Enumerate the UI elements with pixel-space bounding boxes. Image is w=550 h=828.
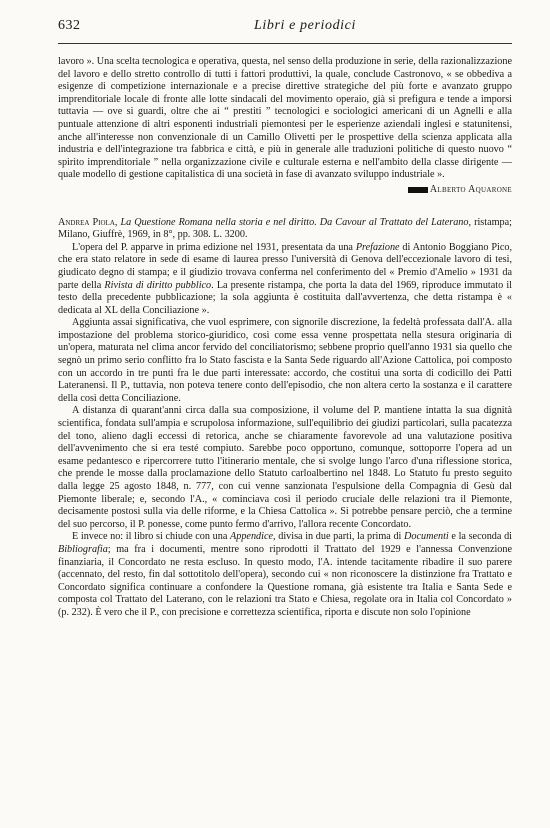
- header-rule: [58, 43, 512, 44]
- reviewer-signature: [58, 184, 512, 197]
- section-spacer: [58, 197, 512, 217]
- running-head: Libri e periodici: [254, 18, 356, 33]
- text-run: e la seconda di: [448, 531, 512, 543]
- book-author: Andrea Piola: [58, 216, 115, 228]
- text-run: Appendice: [230, 531, 274, 543]
- book-publication: , ristampa; Milano, Giuffrè, 1969, in 8°, pp. 308. L. 3200.: [58, 216, 512, 241]
- text-run: , divisa in due parti, la prima di: [273, 531, 405, 543]
- text-run: di Antonio Boggiano Pico, che era stato relatore in sede di esame di laurea presso l'università di Genova dell'eccezionale lavoro di tesi, giudicato degno di stampa; e il giudizio trovava conferma nel conferimento del « Premio d'Amelio » 1931 da parte della: [58, 241, 512, 291]
- text-run: Prefazione: [355, 241, 400, 253]
- book-citation: Andrea Piola, La Questione Romana nella storia e nel diritto. Da Cavour al Trattato del Laterano, ristampa; Milano, Giuffrè, 1969, in 8°, pp. 308. L. 3200.: [58, 216, 512, 241]
- page-body: [58, 56, 512, 620]
- review-paragraph: A distanza di quarant'anni circa dalla sua composizione, il volume del P. mantiene intatta la sua dignità scientifica, fondata sull'ampia e scrupolosa informazione, sull'equilibrio dei giudizi particolari, sulla pacatezza del tono, alieno dagli eccessi di retorica, anche se chiaramente favorevole ad una valutazione positiva dell'avvenimento che si era testé compiuto. Sarebbe poco opportuno, comunque, sottoporre l'opera ad un esame pedantesco e ripercorrere tutto l'itinerario mentale, che si svolge lungo l'arco d'una riflessione storica, che prende le mosse dalla proclamazione dello Statuto carloalbertino nel 1848. Lo Statuto fu presto seguito dalla legge 25 agosto 1848, n. 777, con cui venne sanzionata l'espulsione della Compagnia di Gesù dal Piemonte liberale; e, secondo l'A., « cominciava così il periodo cruciale delle relazioni tra il Piemonte, decisamente postosi sulla via delle riforme, e la Chiesa Cattolica ». Si potrebbe pensare perciò, che a termine del suo percorso, il P. ponesse, come punto fermo d'arrivo, l'allora recente Concordato.: [58, 405, 512, 530]
- review-paragraph: [58, 242, 512, 318]
- text-run: . La presente ristampa, che porta la data del 1969, riproduce immutato il testo della precedente pubblicazione; la sola aggiunta è costituita dall'avvertenza, che detta ristampa è « dedicata al XL della Conciliazione ».: [58, 279, 512, 316]
- text-run: ; ma fra i documenti, mentre sono riprodotti il Trattato del 1929 e l'annessa Convenzione finanziaria, il Concordato ne resta escluso. In questo modo, l'A. intende tacitamente ribadire il suo parere (accennato, del resto, fin dal sottotitolo dell'opera), secondo cui « non riconoscere la distinzione fra Trattato e Concordato significa continuare a confondere la Questione romana, già esistente tra Italia e Santa Sede e composta col Trattato del Laterano, con le relazioni tra Stato e Chiesa, regolate ora in Italia col Concordato » (p. 232). È vero che il P., con precisione e correttezza scientifica, riporta e discute non solo l'opinione: [58, 543, 512, 618]
- text-run: Documenti: [404, 531, 449, 543]
- ink-mark: [408, 187, 428, 193]
- review-paragraph: [58, 531, 512, 619]
- text-run: Bibliografia: [58, 543, 108, 555]
- book-title: La Questione Romana nella storia e nel diritto. Da Cavour al Trattato del Laterano: [120, 216, 469, 228]
- text-run: E invece no: il libro si chiude con una: [72, 531, 231, 543]
- text-run: Rivista di diritto pubblico: [104, 279, 212, 291]
- reviewer-name: Alberto Aquarone: [429, 183, 512, 195]
- text-run: L'opera del P. apparve in prima edizione nel 1931, presentata da una: [72, 241, 356, 253]
- review-paragraph: lavoro ». Una scelta tecnologica e operativa, questa, nel senso della produzione in serie, della razionalizzazione del lavoro e dello stretto controllo di tutti i fattori produttivi, la quale, conclude Castronovo, « se obbediva a esigenze di competizione internazionale e a precise direttive strategiche del più forte e avanzato gruppo imprenditoriale locale di fronte alle lotte sindacali del movimento operaio, già si prefigura e tende a imporsi tuttavia — ove si guardi, oltre che ai “ prestiti ” tecnologici e sociologici americani di un Agnelli e alla puntuale attenzione di altri esponenti industriali piemontesi per le esperienze aziendali inglesi e statunitensi, anche all'interesse non convenzionale di un Camillo Olivetti per le prospettive della scienza applicata alla industria e dell'integrazione tra fabbrica e città, e più in generale alle traduzioni politiche di questo nuovo “ spirito imprenditoriale ” nella organizzazione civile e culturale esterna e nell'ambito della classe dirigente — quale modello di gestione capitalistica di una società in fase di avanzato sviluppo industriale ».: [58, 56, 513, 181]
- page-number: 632: [58, 18, 81, 33]
- page-header: [58, 18, 512, 40]
- review-paragraph: Aggiunta assai significativa, che vuol esprimere, con signorile discrezione, la fedeltà professata dall'A. alla impostazione del problema storico-giuridico, così come essa venne prospettata nella stesura originaria di un'opera, maturata nel clima ancor fervido del conciliatorismo; sebbene proprio quell'anno 1931 sia quello che segnò un primo serio conflitto fra lo Stato fascista e la Santa Sede riguardo all'Azione Cattolica, poi composto con un accordo in tre punti fra le due parti interessate: accordo, che costitui una sorta di codicillo dei Patti Lateranensi. Il P., tuttavia, non poteva tenere conto dell'episodio, che non altera certo la sostanza e il carattere della così detta Conciliazione.: [58, 317, 512, 404]
